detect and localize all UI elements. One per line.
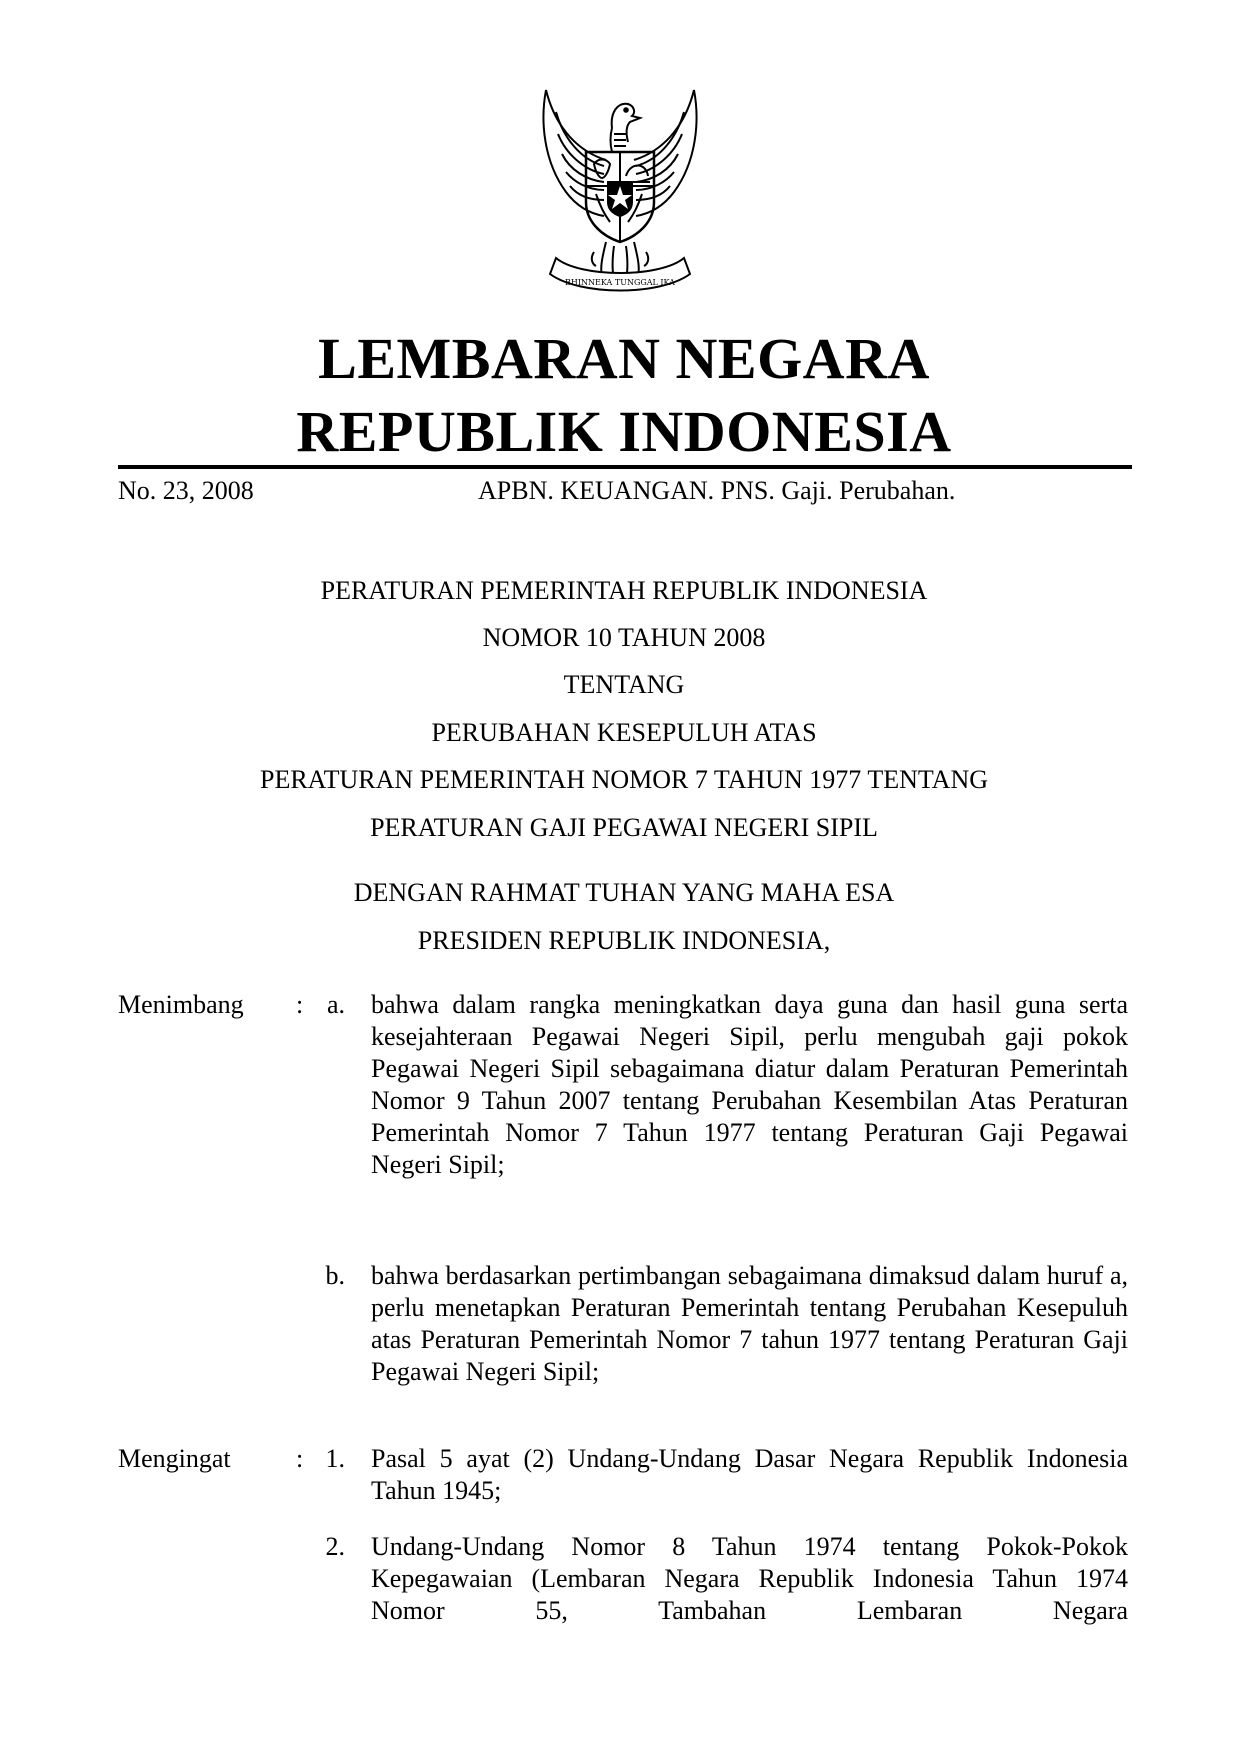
title-line-5: PERATURAN PEMERINTAH NOMOR 7 TAHUN 1977 TENTANG [259,765,989,794]
mengingat-colon: : [296,1444,304,1473]
menimbang-colon: : [296,990,304,1019]
title-line-6: PERATURAN GAJI PEGAWAI NEGERI SIPIL [370,813,878,842]
title-line-2: NOMOR 10 TAHUN 2008 [482,623,766,652]
emblem-motto: BHINNEKA TUNGGAL IKA [565,278,675,287]
menimbang-item-marker: a. [326,990,345,1019]
masthead-line-1: LEMBARAN NEGARA [318,326,930,391]
invocation-line-1: DENGAN RAHMAT TUHAN YANG MAHA ESA [353,878,895,907]
masthead-rule [118,465,1132,469]
mengingat-item-marker: 2. [325,1532,345,1561]
garuda-emblem-icon [520,82,720,302]
invocation-line-2: PRESIDEN REPUBLIK INDONESIA, [417,926,831,955]
mengingat-item-marker: 1. [325,1444,345,1473]
menimbang-item-text: bahwa dalam rangka meningkatkan daya guna dan hasil guna serta kesejahteraan Pegawai Negeri Sipil, perlu mengubah gaji pokok Pegawai Negeri Sipil sebagaimana diatur dalam Peraturan Pemerintah Nomor 9 Tahun 2007 tentang Perubahan Kesembilan Atas Peraturan Pemerintah Nomor 7 Tahun 1977 tentang Peraturan Gaji Pegawai Negeri Sipil; [371,990,1128,1179]
masthead-line-2: REPUBLIK INDONESIA [296,399,952,464]
title-line-3: TENTANG [563,670,685,699]
mengingat-item-text: Pasal 5 ayat (2) Undang-Undang Dasar Negara Republik Indonesia Tahun 1945; [371,1444,1128,1505]
menimbang-item-marker: b. [325,1261,345,1290]
menimbang-label: Menimbang [118,990,244,1019]
menimbang-item-text: bahwa berdasarkan pertimbangan sebagaimana dimaksud dalam huruf a, perlu menetapkan Peraturan Pemerintah tentang Perubahan Kesepuluh atas Peraturan Pemerintah Nomor 7 tahun 1977 tentang Peraturan Gaji Pegawai Negeri Sipil; [371,1261,1128,1386]
gazette-number: No. 23, 2008 [118,476,254,505]
title-line-4: PERUBAHAN KESEPULUH ATAS [431,718,817,747]
mengingat-label: Mengingat [118,1444,231,1473]
title-line-1: PERATURAN PEMERINTAH REPUBLIK INDONESIA [320,576,928,605]
mengingat-item-text: Undang-Undang Nomor 8 Tahun 1974 tentang Pokok-Pokok Kepegawaian (Lembaran Negara Republik Indonesia Tahun 1974 Nomor 55, Tambahan Lembaran Negara [371,1532,1128,1625]
gazette-topic: APBN. KEUANGAN. PNS. Gaji. Perubahan. [478,476,956,505]
